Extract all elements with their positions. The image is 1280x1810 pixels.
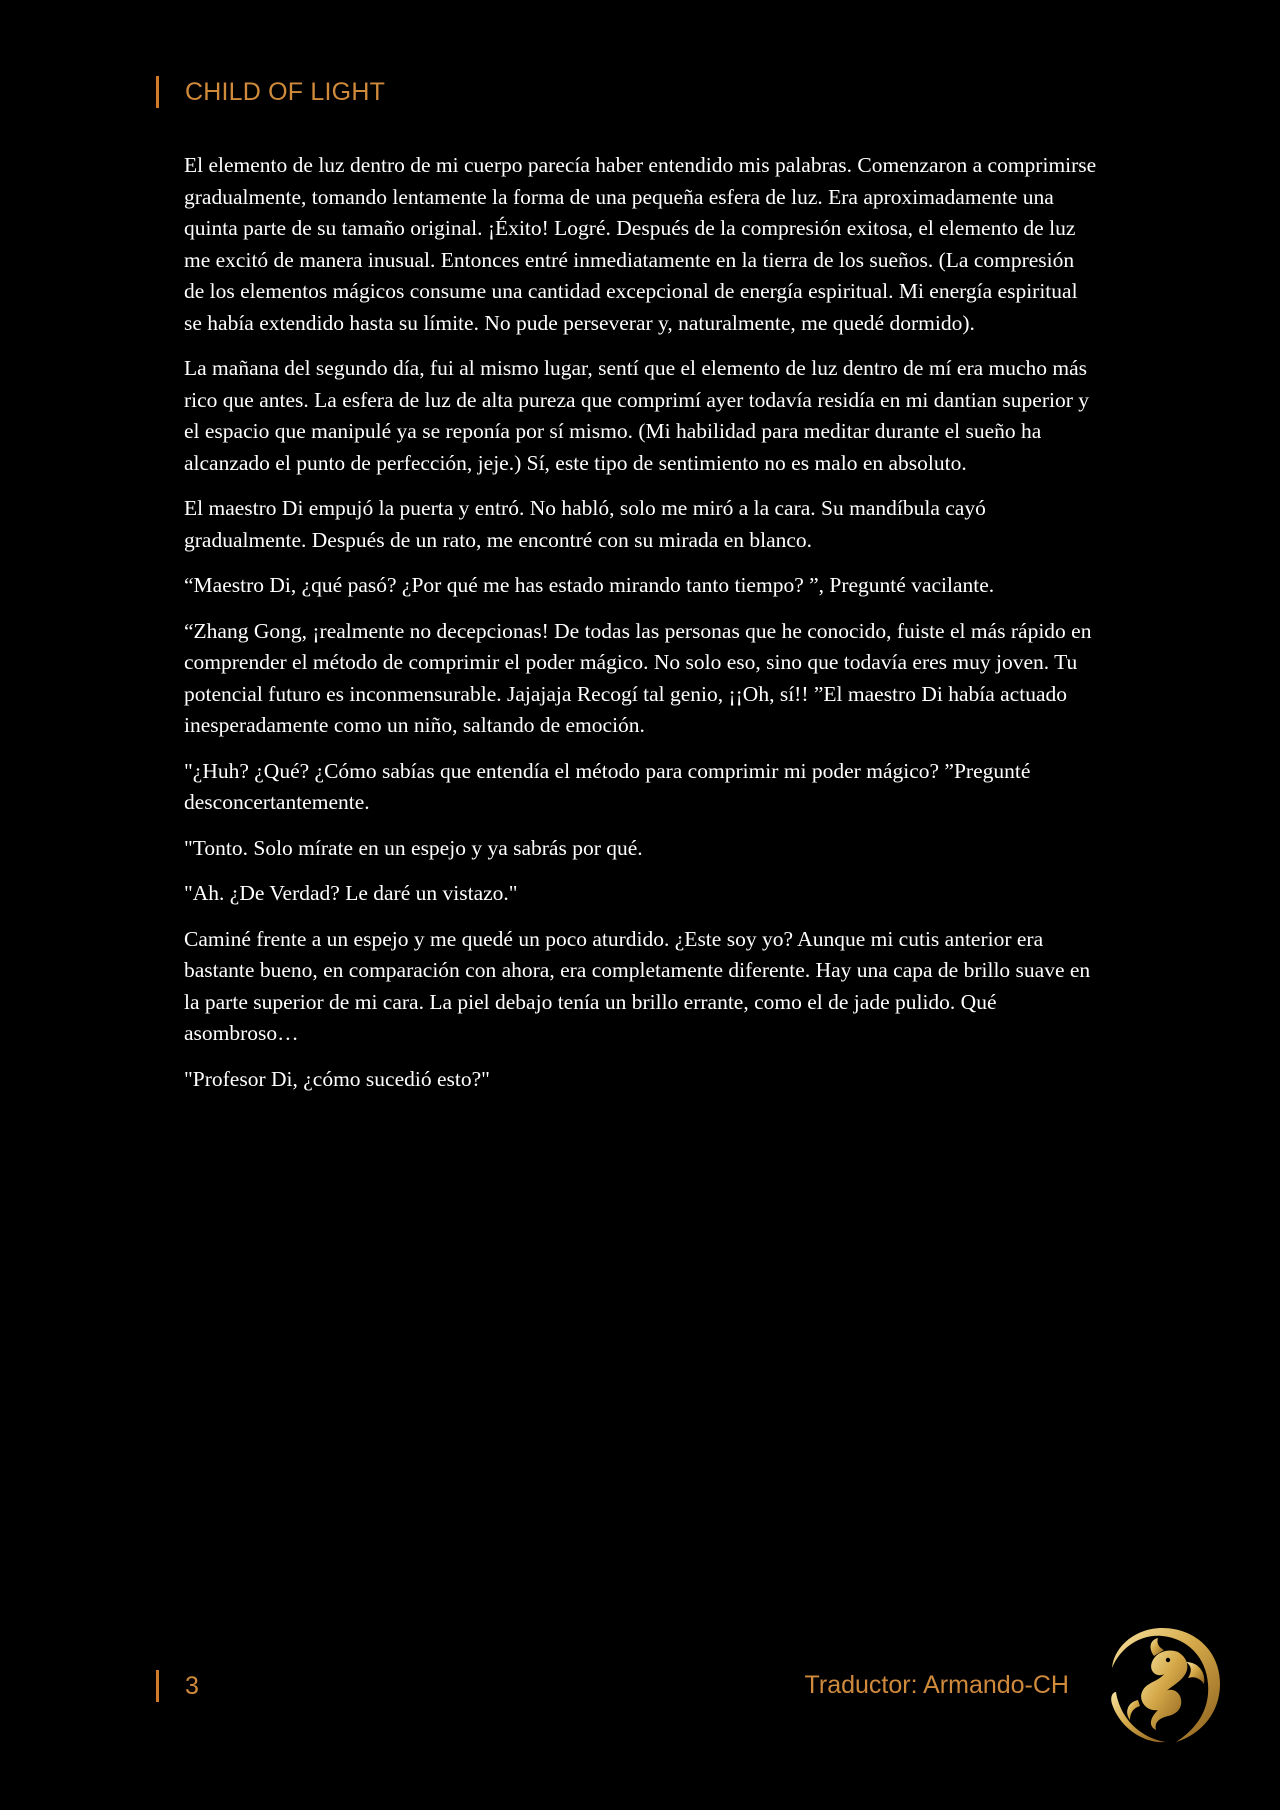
chapter-body <box>184 150 1098 1109</box>
paragraph: "Profesor Di, ¿cómo sucedió esto?" <box>184 1066 490 1091</box>
paragraph: El elemento de luz dentro de mi cuerpo parecía haber entendido mis palabras. Comenzaron a comprimirse gradualmente, tomando lentamente la forma de una pequeña esfera de luz. Era aproximadamente una quinta parte de su tamaño original. ¡Éxito! Logré. Después de la compresión exitosa, el elemento de luz me excitó de manera inusual. Entonces entré inmediatamente en la tierra de los sueños. (La compresión de los elementos mágicos consume una cantidad excepcional de energía espiritual. Mi energía espiritual se había extendido hasta su límite. No pude perseverar y, naturalmente, me quedé dormido). <box>184 153 1097 335</box>
header-accent-bar <box>156 76 159 108</box>
paragraph: Caminé frente a un espejo y me quedé un poco aturdido. ¿Este soy yo? Aunque mi cutis anterior era bastante bueno, en comparación con ahora, era completamente diferente. Hay una capa de brillo suave en la parte superior de mi cara. La piel debajo tenía un brillo errante, como el de jade pulido. Qué asombroso… <box>184 926 1091 1045</box>
translator-credit: Traductor: Armando-CH <box>804 1671 1069 1699</box>
paragraph: El maestro Di empujó la puerta y entró. No habló, solo me miró a la cara. Su mandíbula cayó gradualmente. Después de un rato, me encontré con su mirada en blanco. <box>184 496 986 552</box>
paragraph: La mañana del segundo día, fui al mismo lugar, sentí que el elemento de luz dentro de mí era mucho más rico que antes. La esfera de luz de alta pureza que comprimí ayer todavía residía en mi dantian superior y el espacio que manipulé ya se reponía por sí mismo. (Mi habilidad para meditar durante el sueño ha alcanzado el punto de perfección, jeje.) Sí, este tipo de sentimiento no es malo en absoluto. <box>184 356 1090 475</box>
paragraph: "Ah. ¿De Verdad? Le daré un vistazo." <box>184 881 518 905</box>
paragraph: “Maestro Di, ¿qué pasó? ¿Por qué me has estado mirando tanto tiempo? ”, Pregunté vacilante. <box>184 573 995 597</box>
page-footer <box>156 1670 199 1702</box>
paragraph: "¿Huh? ¿Qué? ¿Cómo sabías que entendía el método para comprimir mi poder mágico? ”Pregunté desconcertantemente. <box>184 758 1031 814</box>
dragon-logo-icon <box>1098 1622 1226 1750</box>
footer-accent-bar <box>156 1670 159 1702</box>
page-header <box>156 76 385 108</box>
paragraph: "Tonto. Solo mírate en un espejo y ya sabrás por qué. <box>184 835 643 860</box>
book-title: CHILD OF LIGHT <box>185 77 386 106</box>
page-number: 3 <box>185 1671 199 1700</box>
paragraph: “Zhang Gong, ¡realmente no decepcionas! De todas las personas que he conocido, fuiste el más rápido en comprender el método de comprimir el poder mágico. No solo eso, sino que todavía eres muy joven. Tu potencial futuro es inconmensurable. Jajajaja Recogí tal genio, ¡¡Oh, sí!! ”El maestro Di había actuado inesperadamente como un niño, saltando de emoción. <box>184 618 1092 737</box>
